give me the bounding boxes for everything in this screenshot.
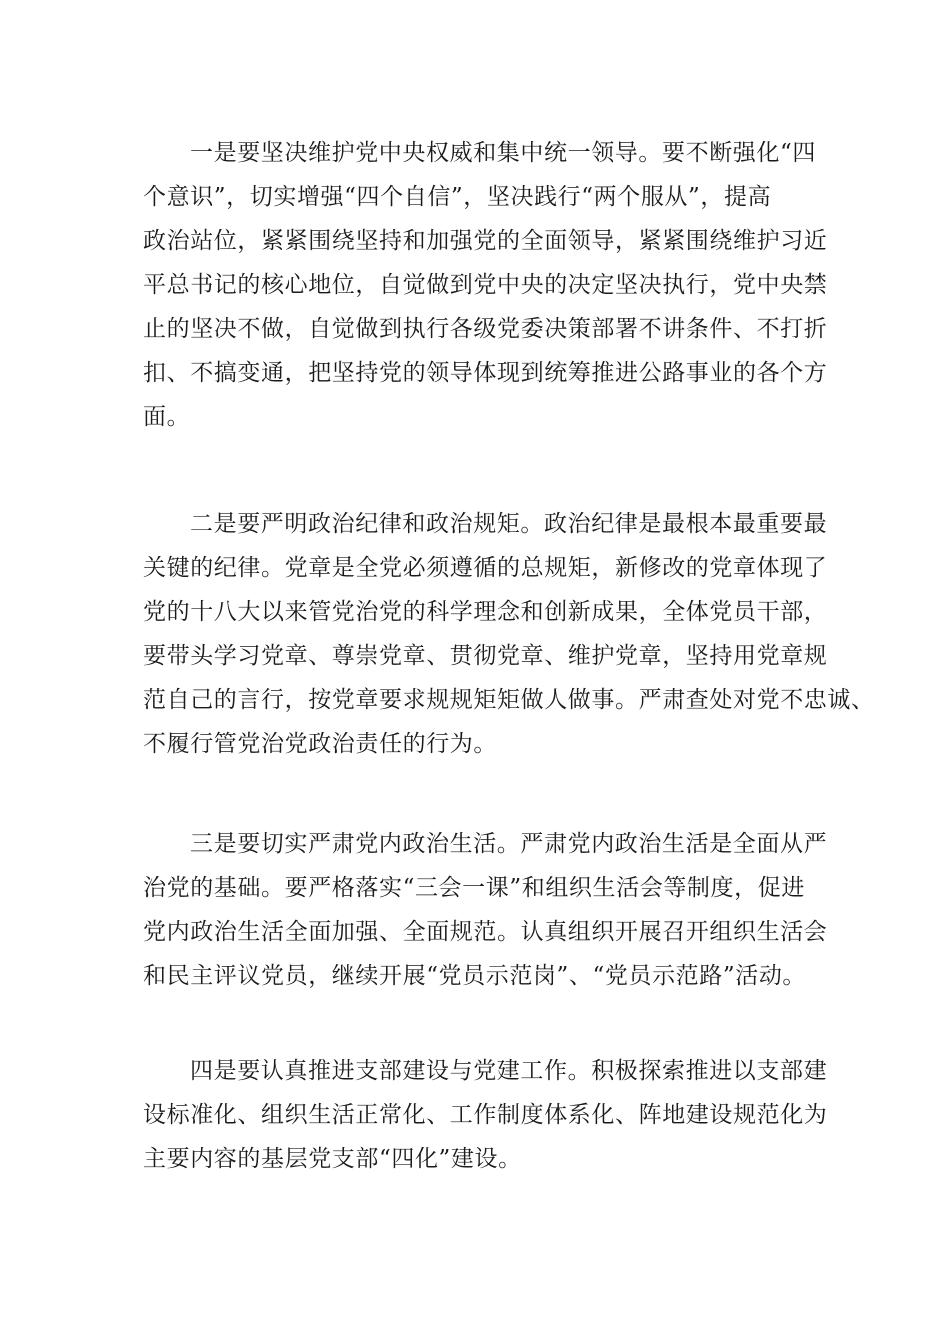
paragraph-1 (143, 131, 828, 439)
paragraph-line: 党内政治生活全面加强、全面规范。认真组织开展召开组织生活会 (143, 919, 828, 945)
paragraph-line: 面。 (143, 404, 191, 430)
paragraph-line: 四是要认真推进支部建设与党建工作。积极探索推进以支部建 (190, 1058, 828, 1084)
paragraph-line: 二是要严明政治纪律和政治规矩。政治纪律是最根本最重要最 (190, 511, 828, 537)
paragraph-line: 政治站位，紧紧围绕坚持和加强党的全面领导，紧紧围绕维护习近 (143, 228, 828, 254)
paragraph-4 (143, 1049, 828, 1181)
paragraph-line: 和民主评议党员，继续开展“党员示范岗”、“党员示范路”活动。 (143, 963, 807, 989)
paragraph-line: 一是要坚决维护党中央权威和集中统一领导。要不断强化“四 (190, 140, 816, 166)
paragraph-line: 主要内容的基层党支部“四化”建设。 (143, 1146, 522, 1172)
paragraph-line: 党的十八大以来管党治党的科学理念和创新成果，全体党员干部， (143, 599, 828, 625)
paragraph-line: 要带头学习党章、尊崇党章、贯彻党章、维护党章，坚持用党章规 (143, 643, 828, 669)
paragraph-2 (143, 502, 875, 766)
paragraph-line: 治党的基础。要严格落实“三会一课”和组织生活会等制度，促进 (143, 875, 805, 901)
paragraph-line: 扣、不搞变通，把坚持党的领导体现到统筹推进公路事业的各个方 (143, 360, 828, 386)
paragraph-line: 范自己的言行，按党章要求规规矩矩做人做事。严肃查处对党不忠诚、 (143, 687, 875, 713)
paragraph-3 (143, 822, 828, 998)
paragraph-line: 平总书记的核心地位，自觉做到党中央的决定坚决执行，党中央禁 (143, 272, 828, 298)
paragraph-line: 止的坚决不做，自觉做到执行各级党委决策部署不讲条件、不打折 (143, 316, 828, 342)
paragraph-line: 不履行管党治党政治责任的行为。 (143, 731, 497, 757)
paragraph-line: 设标准化、组织生活正常化、工作制度体系化、阵地建设规范化为 (143, 1102, 828, 1128)
paragraph-line: 关键的纪律。党章是全党必须遵循的总规矩，新修改的党章体现了 (143, 555, 828, 581)
paragraph-line: 个意识”，切实增强“四个自信”，坚决践行“两个服从”，提高 (143, 184, 772, 210)
paragraph-line: 三是要切实严肃党内政治生活。严肃党内政治生活是全面从严 (190, 831, 828, 857)
